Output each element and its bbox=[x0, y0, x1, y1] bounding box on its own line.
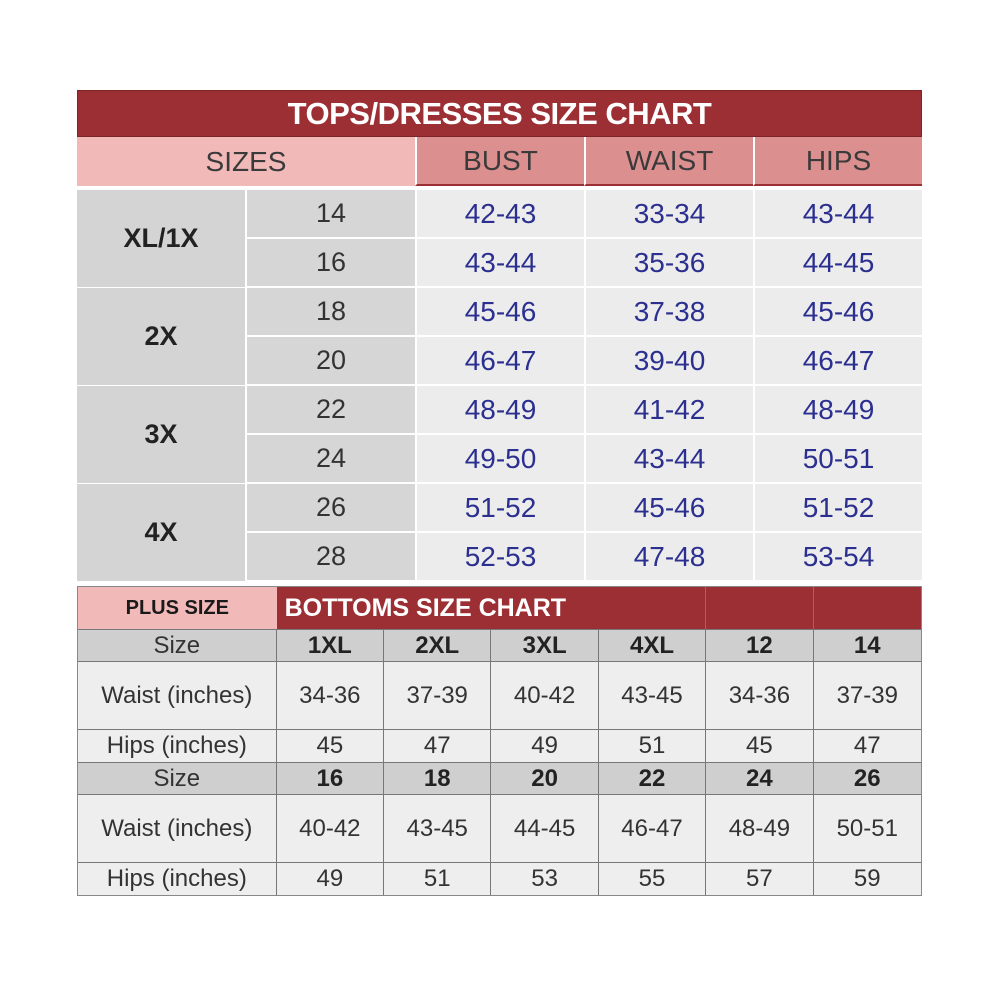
row-label: Size bbox=[78, 630, 277, 661]
bust-cell: 46-47 bbox=[415, 337, 584, 386]
bust-cell: 42-43 bbox=[415, 190, 584, 239]
size-chart bbox=[77, 90, 922, 896]
hips-cell: 46-47 bbox=[753, 337, 922, 386]
waist-header: WAIST bbox=[584, 137, 753, 186]
hips-cell: 53 bbox=[491, 863, 598, 895]
waist-cell: 41-42 bbox=[584, 386, 753, 435]
numeric-size-cell: 16 bbox=[245, 239, 415, 288]
bottoms-waist-row bbox=[78, 662, 921, 730]
size-group-column bbox=[77, 190, 245, 582]
hips-cell: 49 bbox=[491, 730, 598, 762]
bottoms-hips-row bbox=[78, 863, 921, 895]
bottoms-size-row bbox=[78, 762, 921, 795]
numeric-size-cell: 24 bbox=[245, 435, 415, 484]
tops-chart-title: TOPS/DRESSES SIZE CHART bbox=[77, 90, 922, 137]
hips-header: HIPS bbox=[753, 137, 922, 186]
hips-cell: 49 bbox=[277, 863, 384, 895]
waist-cell: 40-42 bbox=[277, 795, 384, 862]
size-cell: 3XL bbox=[491, 630, 598, 661]
bust-cell: 49-50 bbox=[415, 435, 584, 484]
hips-cell: 59 bbox=[853, 865, 881, 892]
size-cell: 12 bbox=[706, 630, 813, 661]
size-group: 3X bbox=[77, 386, 245, 484]
bust-header: BUST bbox=[415, 137, 584, 186]
waist-column bbox=[584, 190, 753, 582]
size-cell: 26 bbox=[853, 764, 881, 792]
hips-cell: 50-51 bbox=[753, 435, 922, 484]
numeric-size-cell: 22 bbox=[245, 386, 415, 435]
size-cell: 24 bbox=[706, 763, 813, 794]
size-cell: 4XL bbox=[599, 630, 706, 661]
numeric-size-cell: 28 bbox=[245, 533, 415, 582]
waist-cell: 34-36 bbox=[706, 662, 813, 729]
bottoms-title-row bbox=[78, 587, 921, 629]
bust-cell: 51-52 bbox=[415, 484, 584, 533]
sizes-header: SIZES bbox=[77, 137, 415, 186]
bust-cell: 43-44 bbox=[415, 239, 584, 288]
numeric-size-cell: 26 bbox=[245, 484, 415, 533]
waist-cell: 43-45 bbox=[384, 795, 491, 862]
row-label: Hips (inches) bbox=[78, 730, 277, 762]
size-cell: 1XL bbox=[277, 630, 384, 661]
size-cell: 22 bbox=[599, 763, 706, 794]
title-filler-cell bbox=[599, 587, 706, 629]
waist-cell: 33-34 bbox=[584, 190, 753, 239]
waist-cell: 37-39 bbox=[384, 662, 491, 729]
hips-cell: 44-45 bbox=[753, 239, 922, 288]
hips-cell: 53-54 bbox=[753, 533, 922, 582]
title-filler-cell bbox=[814, 587, 921, 629]
numeric-size-cell: 18 bbox=[245, 288, 415, 337]
waist-cell: 37-39 bbox=[836, 681, 898, 709]
waist-cell: 47-48 bbox=[584, 533, 753, 582]
row-label: Hips (inches) bbox=[78, 863, 277, 895]
numeric-size-cell: 20 bbox=[245, 337, 415, 386]
hips-cell: 43-44 bbox=[753, 190, 922, 239]
waist-cell: 34-36 bbox=[277, 662, 384, 729]
bottoms-size-table bbox=[77, 586, 922, 896]
hips-column bbox=[753, 190, 922, 582]
hips-cell: 55 bbox=[599, 863, 706, 895]
row-label: Waist (inches) bbox=[78, 795, 277, 862]
hips-cell: 45 bbox=[277, 730, 384, 762]
size-cell: 18 bbox=[384, 763, 491, 794]
waist-cell: 46-47 bbox=[599, 795, 706, 862]
bust-cell: 45-46 bbox=[415, 288, 584, 337]
bust-column bbox=[415, 190, 584, 582]
bottoms-chart-title: BOTTOMS SIZE CHART bbox=[277, 587, 599, 629]
hips-cell: 51 bbox=[384, 863, 491, 895]
size-group: 4X bbox=[77, 484, 245, 582]
hips-cell: 48-49 bbox=[753, 386, 922, 435]
waist-cell: 39-40 bbox=[584, 337, 753, 386]
hips-cell: 47 bbox=[384, 730, 491, 762]
hips-cell: 47 bbox=[853, 732, 881, 759]
waist-cell: 50-51 bbox=[836, 814, 898, 842]
hips-cell: 51-52 bbox=[753, 484, 922, 533]
waist-cell: 44-45 bbox=[491, 795, 598, 862]
size-cell: 16 bbox=[277, 763, 384, 794]
size-cell: 2XL bbox=[384, 630, 491, 661]
size-cell: 14 bbox=[853, 631, 881, 659]
row-label: Size bbox=[78, 763, 277, 794]
row-label: Waist (inches) bbox=[78, 662, 277, 729]
waist-cell: 35-36 bbox=[584, 239, 753, 288]
waist-cell: 43-44 bbox=[584, 435, 753, 484]
plus-size-label: PLUS SIZE bbox=[78, 587, 277, 629]
numeric-size-column bbox=[245, 190, 415, 582]
waist-cell: 40-42 bbox=[491, 662, 598, 729]
bottoms-hips-row bbox=[78, 730, 921, 762]
hips-cell: 51 bbox=[599, 730, 706, 762]
bust-cell: 52-53 bbox=[415, 533, 584, 582]
tops-table-body bbox=[77, 186, 922, 582]
waist-cell: 43-45 bbox=[599, 662, 706, 729]
hips-cell: 57 bbox=[706, 863, 813, 895]
title-filler-cell bbox=[706, 587, 813, 629]
waist-cell: 37-38 bbox=[584, 288, 753, 337]
size-group: 2X bbox=[77, 288, 245, 386]
bust-cell: 48-49 bbox=[415, 386, 584, 435]
size-group: XL/1X bbox=[77, 190, 245, 288]
waist-cell: 45-46 bbox=[584, 484, 753, 533]
numeric-size-cell: 14 bbox=[245, 190, 415, 239]
bottoms-waist-row bbox=[78, 795, 921, 863]
size-cell: 20 bbox=[491, 763, 598, 794]
hips-cell: 45-46 bbox=[753, 288, 922, 337]
tops-header-row bbox=[77, 137, 922, 186]
hips-cell: 45 bbox=[706, 730, 813, 762]
bottoms-size-row bbox=[78, 629, 921, 662]
waist-cell: 48-49 bbox=[706, 795, 813, 862]
